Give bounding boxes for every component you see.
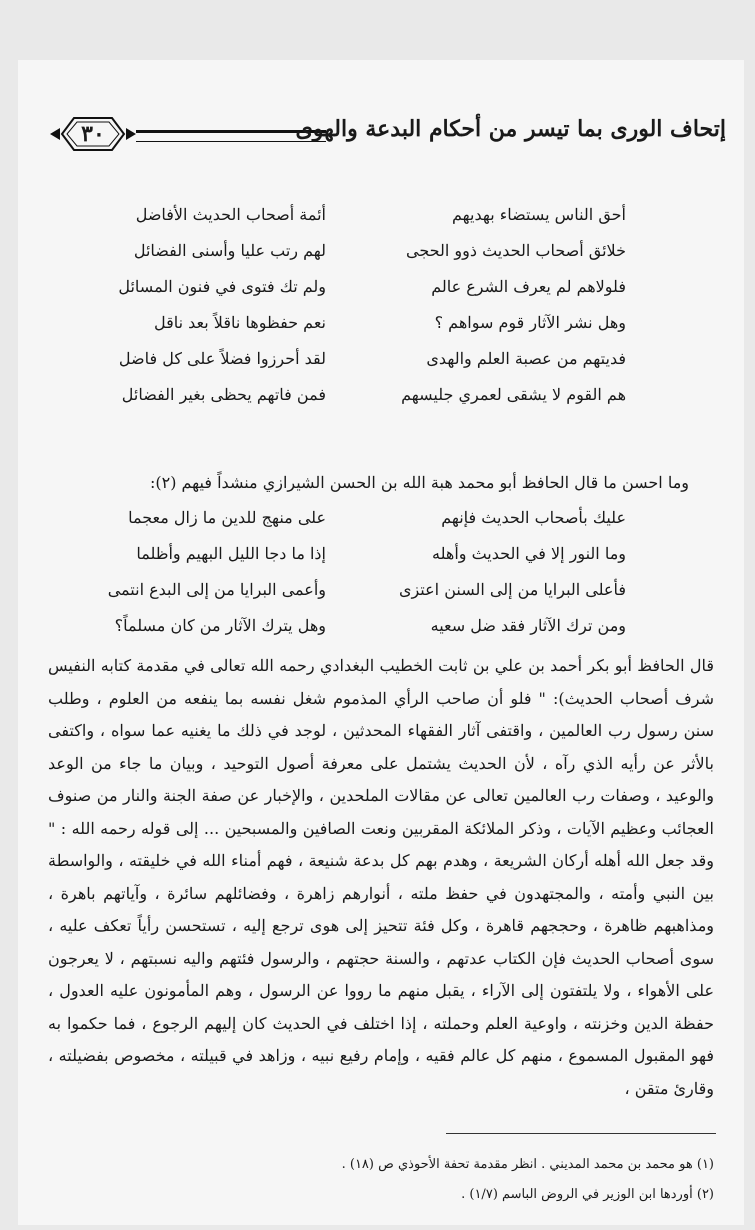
poem-verse — [18, 536, 744, 572]
verse-first-hemistich: فلولاهم لم يعرف الشرع عالم — [431, 277, 626, 296]
verse-second-hemistich: لهم رتب عليا وأسنى الفضائل — [133, 241, 326, 260]
book-title: إتحاف الورى بما تيسر من أحكام البدعة والهوى — [295, 116, 726, 142]
verse-first-hemistich: فأعلى البرايا من إلى السنن اعتزى — [398, 580, 626, 599]
verse-first-hemistich: ومن ترك الآثار فقد ضل سعيه — [430, 616, 626, 635]
verse-first-hemistich: هم القوم لا يشقى لعمري جليسهم — [401, 385, 626, 404]
poem-verse — [18, 608, 744, 644]
quote-paragraph: قال الحافظ أبو بكر أحمد بن علي بن ثابت الخطيب البغدادي رحمه الله تعالى في مقدمة كتابه النفيس شرف أصحاب الحديث): " فلو أن صاحب الرأي المذموم شغل نفسه بما ينفعه من العلوم ، وطلب سنن رسول رب العالمين ، واقتفى آثار الفقهاء المحدثين ، لوجد في ذلك ما يغنيه عما سواه ، واكتفى بالأثر عن رأيه الذي رآه ، لأن الحديث يشتمل على معرفة أصول التوحيد ، وبيان ما جاء من الوعد والوعيد ، وصفات رب العالمين تعالى عن مقالات الملحدين ، والإخبار عن صفة الجنة والنار من صنوف العجائب وعظيم الآيات ، وذكر الملائكة المقربين ونعت الصافين والمسبحين ... إلى قوله رحمه الله : " وقد جعل الله أهله أركان الشريعة ، وهدم بهم كل بدعة شنيعة ، فهم أمناء الله في خليقته ، والواسطة بين النبي وأمته ، والمجتهدون في حفظ ملته ، أنوارهم زاهرة ، وفضائلهم سائرة ، وآياتهم باهرة ، ومذاهبهم ظاهرة ، وحججهم قاهرة ، وكل فئة تتحيز إلى هوى ترجع إليه ، تستحسن رأياً تعكف عليه ، سوى أصحاب الحديث فإن الكتاب عدتهم ، والسنة حجتهم ، والرسول فئتهم واليه نسبتهم ، لا يعرجون على الأهواء ، ولا يلتفتون إلى الآراء ، يقبل منهم ما رووا عن الرسول ، وهم المأمونون عليه العدول ، حفظة الدين وخزنته ، واوعية العلم وحملته ، إذا اختلف في الحديث كان إليهم الرجوع ، فما حكموا به فهو المقبول المسموع ، منهم كل عالم فقيه ، وإمام رفيع نبيه ، وزاهد في قبيلته ، مخصوص بفضيلته ، وقارئ متقن ، — [48, 656, 715, 1098]
poem-introduction: وما احسن ما قال الحافظ أبو محمد هبة الله بن الحسن الشيرازي منشداً فيهم (٢): — [149, 473, 689, 492]
page-number-badge — [48, 112, 138, 156]
verse-second-hemistich: لقد أحرزوا فضلاً على كل فاضل — [118, 349, 326, 368]
poem-second — [18, 500, 744, 644]
poem-verse — [18, 305, 744, 341]
footnote-separator — [446, 1133, 716, 1134]
verse-first-hemistich: وما النور إلا في الحديث وأهله — [432, 544, 626, 563]
verse-first-hemistich: فديتهم من عصبة العلم والهدى — [426, 349, 626, 368]
footnote: (١) هو محمد بن محمد المديني . انظر مقدمة تحفة الأحوذي ص (١٨) . — [341, 1157, 714, 1172]
verse-second-hemistich: فمن فاتهم يحظى بغير الفضائل — [121, 385, 326, 404]
footnote: (٢) أوردها ابن الوزير في الروض الباسم (١/٧) . — [461, 1187, 714, 1202]
poem-first — [18, 197, 744, 413]
verse-second-hemistich: ولم تك فتوى في فنون المسائل — [118, 277, 326, 296]
running-header — [36, 110, 726, 160]
verse-second-hemistich: على منهج للدين ما زال معجما — [128, 508, 326, 527]
poem-verse — [18, 572, 744, 608]
verse-second-hemistich: نعم حفظوها ناقلاً بعد ناقل — [153, 313, 326, 332]
verse-second-hemistich: وأعمى البرايا من إلى البدع انتمى — [107, 580, 326, 599]
footnotes — [342, 1150, 714, 1210]
body-text — [48, 650, 714, 1105]
verse-second-hemistich: إذا ما دجا الليل البهيم وأظلما — [136, 544, 326, 563]
verse-second-hemistich: أئمة أصحاب الحديث الأفاضل — [135, 205, 326, 224]
page-number: ٣٠ — [81, 121, 105, 147]
poem-verse — [18, 197, 744, 233]
poem-verse — [18, 233, 744, 269]
verse-first-hemistich: أحق الناس يستضاء بهديهم — [451, 205, 626, 224]
verse-first-hemistich: خلائق أصحاب الحديث ذوو الحجى — [406, 241, 626, 260]
poem-verse — [18, 341, 744, 377]
verse-first-hemistich: عليك بأصحاب الحديث فإنهم — [441, 508, 626, 527]
poem-verse — [18, 500, 744, 536]
poem-verse — [18, 377, 744, 413]
poem-verse — [18, 269, 744, 305]
book-page — [18, 60, 744, 1225]
verse-first-hemistich: وهل نشر الآثار قوم سواهم ؟ — [434, 313, 626, 332]
verse-second-hemistich: وهل يترك الآثار من كان مسلماً؟ — [114, 616, 326, 635]
